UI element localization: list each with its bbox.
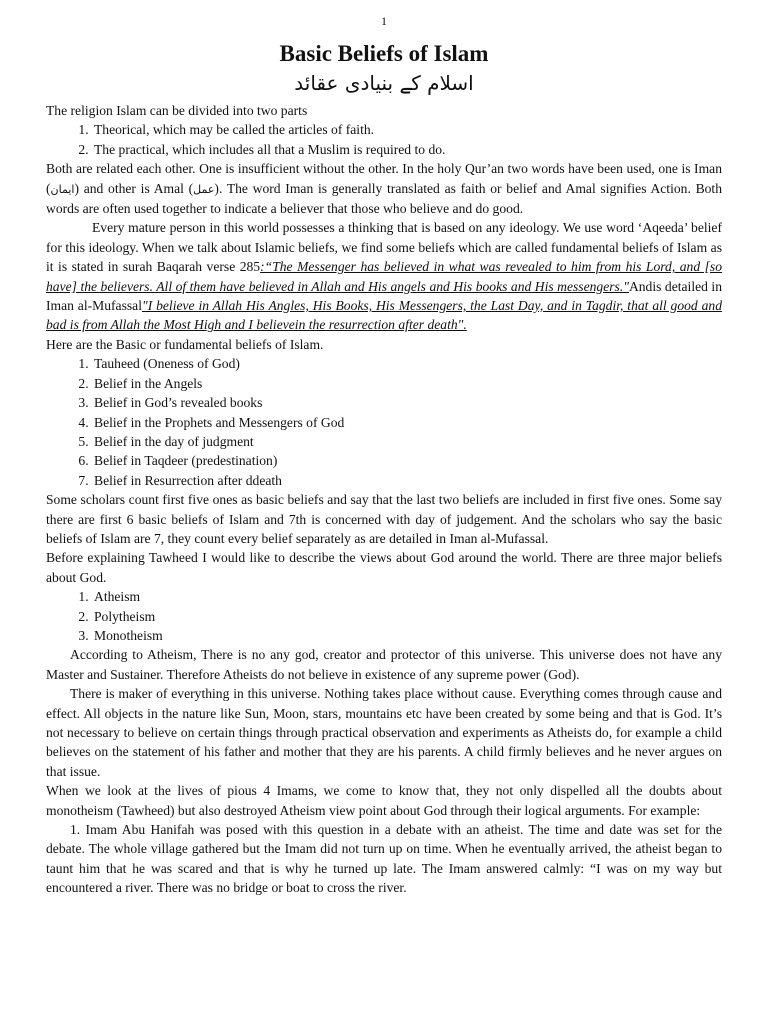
paragraph-text: ) and other is Amal ( xyxy=(74,180,194,196)
list-item: 5. Belief in the day of judgment xyxy=(92,432,722,451)
paragraph-text: Both are related each other. One is insufficient without the other. In the holy Qur’an two words have been used, one is Iman ( xyxy=(46,161,722,196)
page-title: Basic Beliefs of Islam xyxy=(279,41,489,66)
list-item: 2. Belief in the Angels xyxy=(92,374,722,393)
intro-paragraph: The religion Islam can be divided into two parts xyxy=(46,103,308,118)
list-item: 1. Theorical, which may be called the articles of faith. xyxy=(92,120,722,139)
list-item: 3. Belief in God’s revealed books xyxy=(92,393,722,412)
urdu-subtitle: اسلام کے بنیادی عقائد xyxy=(294,71,474,95)
abu-hanifah-paragraph: 1. Imam Abu Hanifah was posed with this question in a debate with an atheist. The time and date was set for the debate. The whole village gathered but the Imam did not turn up on time. When he eventually arrived, the atheist began to taunt him that he was scared and that is why he turned up late. The Imam answered calmly: “I was on my way but encountered a river. There was no bridge or boat to cross the river. xyxy=(46,822,722,896)
list-item: 2. Polytheism xyxy=(92,607,722,626)
list-item: 6. Belief in Taqdeer (predestination) xyxy=(92,451,722,470)
parts-list xyxy=(46,120,722,159)
paragraph-text: Andis detailed in Iman al-Mufassal xyxy=(46,278,722,314)
maker-paragraph: There is maker of everything in this universe. Nothing takes place without cause. Everything comes through cause and effect. All objects in the nature like Sun, Moon, stars, mountains etc have been created by some being and that is God. It’s not necessary to believe on certain things through practical observation and experiments as Atheists do, for example a child believes on the statement of his father and mother that they are his parents. A child firmly believes and he never argues on that issue. xyxy=(46,686,722,779)
list-item: 1. Tauheed (Oneness of God) xyxy=(92,354,722,373)
ideology-paragraph xyxy=(46,218,722,334)
views-intro-paragraph: Before explaining Tawheed I would like to describe the views about God around the world. There are three major beliefs about God. xyxy=(46,550,722,585)
beliefs-intro: Here are the Basic or fundamental beliefs of Islam. xyxy=(46,336,324,352)
atheism-paragraph: According to Atheism, There is no any god, creator and protector of this universe. This universe does not have any Master and Sustainer. Therefore Atheists do not believe in existence of any supreme power (God). xyxy=(46,647,722,682)
scholars-paragraph: Some scholars count first five ones as basic beliefs and say that the last two beliefs are included in first five ones. Some say there are first 6 basic beliefs of Islam and 7th is concerned with day of judgement. And the scholars who say the basic beliefs of Islam are 7, they count every belief separately as are detailed in Iman al-Mufassal. xyxy=(46,492,722,546)
page-number: 1 xyxy=(381,14,387,28)
imams-paragraph: When we look at the lives of pious 4 Imams, we come to know that, they not only dispelled all the doubts about monotheism (Tawheed) but also destroyed Atheism view point about God through their logical arguments. For example: xyxy=(46,783,722,818)
paragraph-text: ). The word Iman is generally translated as faith or belief and Amal signifies Action. Both words are often used together to indicate a believer that those who believe and do good. xyxy=(46,180,723,217)
quran-quote: :“The Messenger has believed in what was revealed to him from his Lord, and [so have] the believers. All of them have believed in Allah and His angels and His books and His messengers." xyxy=(46,259,722,294)
views-list xyxy=(46,587,722,645)
iman-mufassal-quote: "I believe in Allah His Angles, His Books, His Messengers, the Last Day, and in Tagdir, that all good and bad is from Allah the Most High and I believein the resurrection after death". xyxy=(46,298,722,333)
document-page xyxy=(46,14,722,898)
list-item: 7. Belief in Resurrection after ddeath xyxy=(92,471,722,490)
iman-amal-paragraph xyxy=(46,159,722,218)
list-item: 1. Atheism xyxy=(92,587,722,606)
beliefs-list xyxy=(46,354,722,490)
iman-urdu-word: ایمان xyxy=(50,182,75,196)
amal-urdu-word: عمل xyxy=(193,182,215,196)
paragraph-text: Every mature person in this world possesses a thinking that is based on any ideology. We use word ‘Aqeeda’ belief for this ideology. When we talk about Islamic beliefs, we find some beliefs which are called fundamental beliefs of Islam as it is stated in surah Baqarah verse 285 xyxy=(46,220,722,275)
list-item: 4. Belief in the Prophets and Messengers of God xyxy=(92,413,722,432)
list-item: 3. Monotheism xyxy=(92,626,722,645)
list-item: 2. The practical, which includes all that a Muslim is required to do. xyxy=(92,140,722,159)
